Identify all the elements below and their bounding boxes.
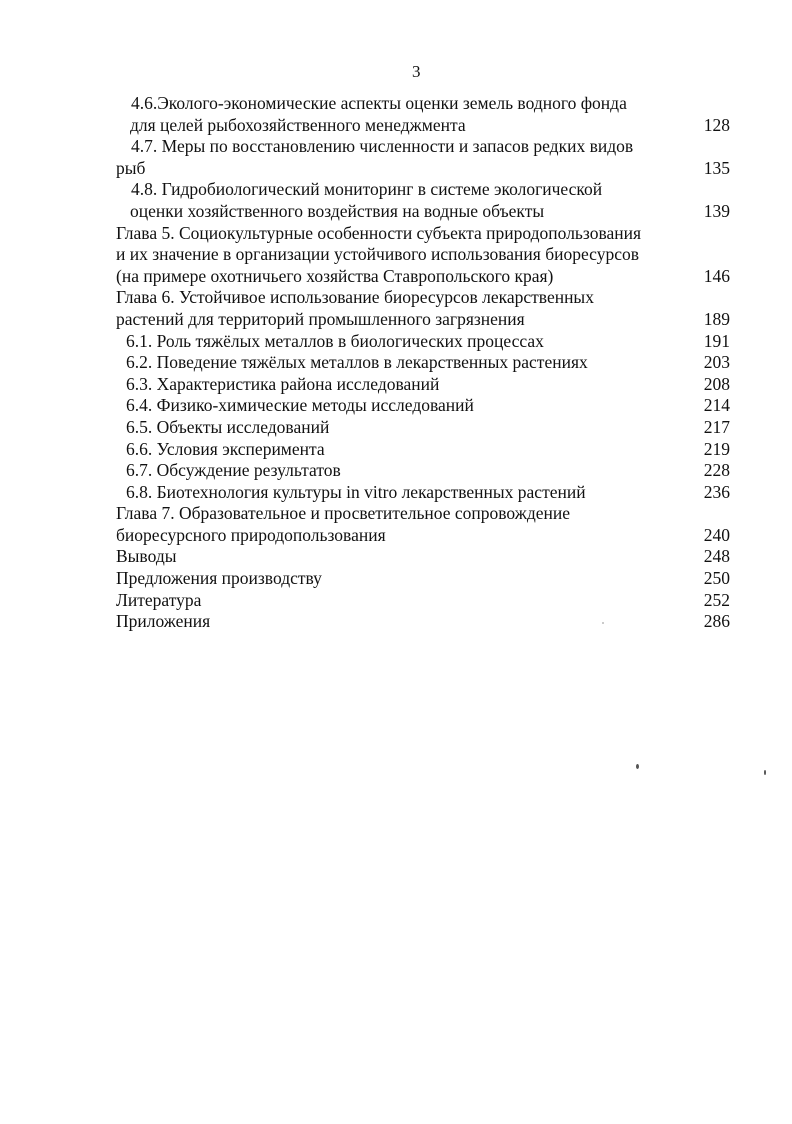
toc-entry-page: 248 [703, 546, 730, 567]
toc-entry-page: 236 [703, 481, 730, 502]
scan-speck [636, 764, 639, 769]
toc-line [0, 136, 792, 158]
toc-entry-page: 128 [703, 114, 730, 135]
table-of-contents [0, 93, 792, 633]
toc-entry-text: для целей рыбохозяйственного менеджмента [130, 114, 466, 135]
toc-entry-page: 146 [703, 265, 730, 286]
toc-entry-page: 250 [703, 568, 730, 589]
toc-line [0, 331, 792, 353]
toc-entry-text: Предложения производству [116, 568, 322, 589]
toc-entry-text: Глава 6. Устойчивое использование биоресурсов лекарственных [116, 287, 594, 308]
toc-line [0, 568, 792, 590]
scan-speck [602, 622, 604, 624]
toc-entry-page: 286 [703, 611, 730, 632]
toc-entry-text: 6.1. Роль тяжёлых металлов в биологических процессах [126, 330, 544, 351]
toc-line [0, 309, 792, 331]
toc-line [0, 223, 792, 245]
toc-entry-text: 4.7. Меры по восстановлению численности и запасов редких видов [131, 136, 634, 157]
page-number: 3 [412, 62, 421, 81]
toc-line [0, 352, 792, 374]
toc-line [0, 179, 792, 201]
toc-entry-page: 189 [703, 308, 730, 329]
toc-entry-text: 6.2. Поведение тяжёлых металлов в лекарственных растениях [126, 352, 588, 373]
toc-line [0, 439, 792, 461]
toc-entry-text: Литература [116, 589, 202, 610]
toc-entry-page: 217 [703, 416, 730, 437]
toc-line [0, 93, 792, 115]
toc-entry-text: 4.8. Гидробиологический мониторинг в системе экологической [131, 179, 603, 200]
toc-entry-text: и их значение в организации устойчивого использования биоресурсов [116, 244, 639, 265]
toc-entry-page: 252 [703, 589, 730, 610]
toc-entry-text: рыб [116, 157, 146, 178]
toc-entry-text: 6.6. Условия эксперимента [126, 438, 325, 459]
toc-entry-page: 135 [703, 157, 730, 178]
toc-line [0, 482, 792, 504]
toc-entry-text: 4.6.Эколого-экономические аспекты оценки земель водного фонда [131, 93, 627, 113]
toc-entry-text: Глава 7. Образовательное и просветительное сопровождение [116, 503, 570, 524]
toc-line [0, 460, 792, 482]
toc-entry-page: 214 [703, 395, 730, 416]
toc-line [0, 266, 792, 288]
toc-entry-text: Выводы [116, 546, 177, 567]
toc-line [0, 590, 792, 612]
toc-entry-page: 203 [703, 352, 730, 373]
toc-line [0, 503, 792, 525]
toc-entry-text: 6.7. Обсуждение результатов [126, 460, 341, 481]
toc-line [0, 417, 792, 439]
toc-line [0, 287, 792, 309]
toc-entry-text: 6.8. Биотехнология культуры in vitro лекарственных растений [126, 481, 586, 502]
toc-entry-page: 208 [703, 373, 730, 394]
toc-entry-page: 191 [703, 330, 730, 351]
toc-entry-text: 6.3. Характеристика района исследований [126, 373, 440, 394]
toc-entry-page: 139 [703, 200, 730, 221]
toc-entry-page: 219 [703, 438, 730, 459]
toc-entry-page: 240 [703, 524, 730, 545]
toc-entry-text: биоресурсного природопользования [116, 524, 386, 545]
toc-line [0, 546, 792, 568]
toc-line [0, 244, 792, 266]
toc-entry-text: Глава 5. Социокультурные особенности субъекта природопользования [116, 222, 642, 243]
toc-entry-text: (на примере охотничьего хозяйства Ставропольского края) [116, 265, 554, 286]
toc-entry-text: 6.4. Физико-химические методы исследований [126, 395, 474, 416]
toc-line [0, 611, 792, 633]
toc-line [0, 374, 792, 396]
toc-line [0, 115, 792, 137]
toc-line [0, 158, 792, 180]
scan-speck [764, 770, 766, 775]
toc-entry-page: 228 [703, 460, 730, 481]
toc-line [0, 395, 792, 417]
toc-entry-text: растений для территорий промышленного загрязнения [116, 308, 525, 329]
toc-entry-text: 6.5. Объекты исследований [126, 416, 330, 437]
toc-line [0, 525, 792, 547]
toc-entry-text: оценки хозяйственного воздействия на водные объекты [130, 200, 545, 221]
toc-entry-text: Приложения [116, 611, 211, 632]
toc-line [0, 201, 792, 223]
